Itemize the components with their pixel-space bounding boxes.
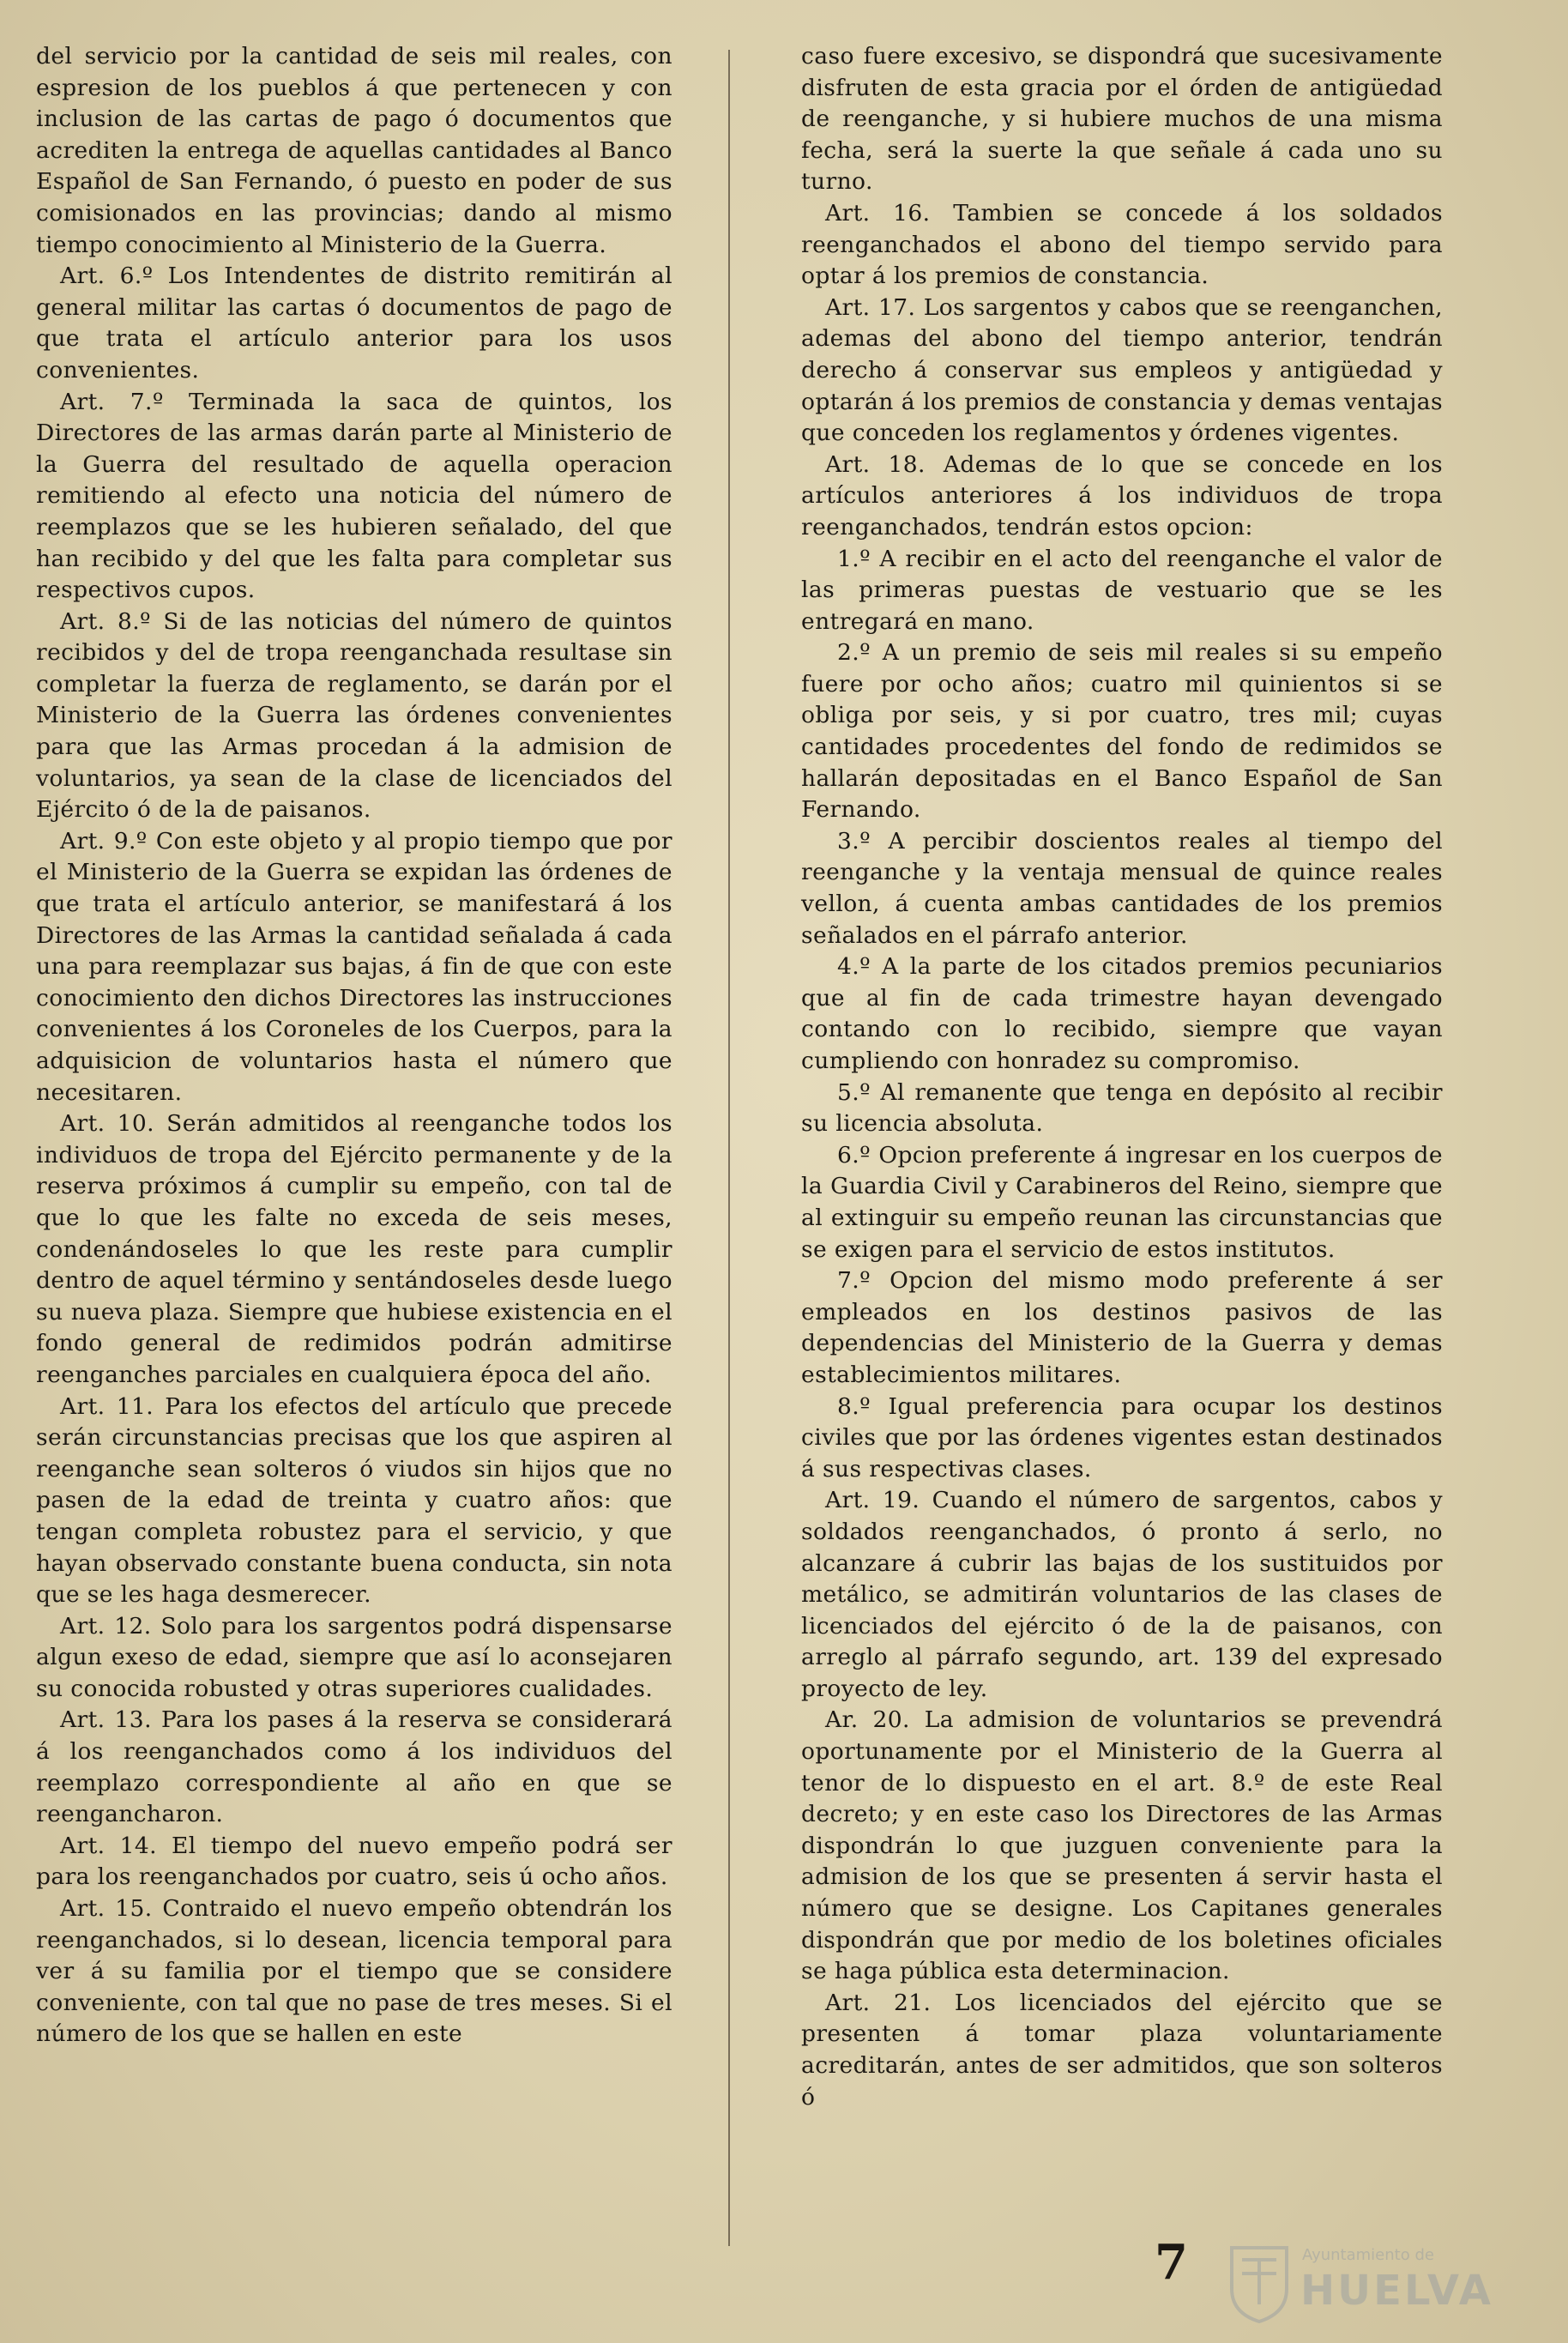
article: Art. 13. Para los pases á la reserva se considerará á los reenganchados como á los individuos del reemplazo correspondiente al año en que se reengancharon. <box>36 1706 672 1828</box>
article: Art. 9.º Con este objeto y al propio tiempo que por el Ministerio de la Guerra se expidan las órdenes de que trata el artículo anterior, se manifestará á los Directores de las Armas la cantidad señalada á cada una para reemplazar sus bajas, á fin de que con este conocimiento den dichos Directores las instrucciones convenientes á los Coroneles de los Cuerpos, para la adquisicion de voluntarios hasta el número que necesitaren. <box>36 827 672 1106</box>
option-item: 8.º Igual preferencia para ocupar los destinos civiles que por las órdenes vigentes estan destinados á sus respectivas clases. <box>801 1392 1443 1482</box>
option-item: 3.º A percibir doscientos reales al tiempo del reenganche y la ventaja mensual de quince reales vellon, á cuenta ambas cantidades de los premios señalados en el párrafo anterior. <box>801 827 1443 949</box>
article: Art. 21. Los licenciados del ejército que se presenten á tomar plaza voluntariamente acreditarán, antes de ser admitidos, que son solteros ó <box>801 1989 1443 2111</box>
article: Art. 17. Los sargentos y cabos que se reenganchen, ademas del abono del tiempo anterior, tendrán derecho á conservar sus empleos y antigüedad y optarán á los premios de constancia y demas ventajas que conceden los reglamentos y órdenes vigentes. <box>801 293 1443 447</box>
article: Art. 12. Solo para los sargentos podrá dispensarse algun exeso de edad, siempre que así lo aconsejaren su conocida robusted y otras superiores cualidades. <box>36 1612 672 1702</box>
watermark-top: Ayuntamiento de <box>1302 2246 1434 2264</box>
watermark-name: HUELVA <box>1300 2267 1493 2315</box>
paragraph: del servicio por la cantidad de seis mil reales, con espresion de los pueblos á que pertenecen y con inclusion de las cartas de pago ó documentos que acrediten la entrega de aquellas cantidades al Banco Español de San Fernando, ó puesto en poder de sus comisionados en las provincias; dando al mismo tiempo conocimiento al Ministerio de la Guerra. <box>36 43 672 258</box>
article: Art. 7.º Terminada la saca de quintos, los Directores de las armas darán parte al Ministerio de la Guerra del resultado de aquella operacion remitiendo al efecto una noticia del número de reemplazos que se les hubieren señalado, del que han recibido y del que les falta para completar sus respectivos cupos. <box>36 388 672 604</box>
page-number: 7 <box>1155 2234 1188 2291</box>
watermark <box>1227 2241 1493 2327</box>
crest-icon <box>1227 2241 1292 2323</box>
article: Art. 15. Contraido el nuevo empeño obtendrán los reenganchados, si lo desean, licencia temporal para ver á su familia por el tiempo que se considere conveniente, con tal que no pase de tres meses. Si el número de los que se hallen en este <box>36 1895 672 2048</box>
option-item: 2.º A un premio de seis mil reales si su empeño fuere por ocho años; cuatro mil quinientos si se obliga por seis, y si por cuatro, tres mil; cuyas cantidades procedentes del fondo de redimidos se hallarán depositadas en el Banco Español de San Fernando. <box>801 639 1443 824</box>
option-item: 5.º Al remanente que tenga en depósito al recibir su licencia absoluta. <box>801 1078 1443 1138</box>
option-item: 1.º A recibir en el acto del reenganche el valor de las primeras puestas de vestuario que se les entregará en mano. <box>801 545 1443 635</box>
article: Art. 8.º Si de las noticias del número de quintos recibidos y del de tropa reenganchada resultase sin completar la fuerza de reglamento, se darán por el Ministerio de la Guerra las órdenes convenientes para que las Armas procedan á la admision de voluntarios, ya sean de la clase de licenciados del Ejército ó de la de paisanos. <box>36 607 672 824</box>
option-item: 6.º Opcion preferente á ingresar en los cuerpos de la Guardia Civil y Carabineros del Reino, siempre que al extinguir su empeño reunan las circunstancias que se exigen para el servicio de estos institutos. <box>801 1141 1443 1263</box>
paragraph: caso fuere excesivo, se dispondrá que sucesivamente disfruten de esta gracia por el órden de antigüedad de reenganche, y si hubiere muchos de una misma fecha, será la suerte la que señale á cada uno su turno. <box>801 43 1443 196</box>
article: Art. 19. Cuando el número de sargentos, cabos y soldados reenganchados, ó pronto á serlo, no alcanzare á cubrir las bajas de los sustituidos por metálico, se admitirán voluntarios de las clases de licenciados del ejército ó de la de paisanos, con arreglo al párrafo segundo, art. 139 del expresado proyecto de ley. <box>801 1487 1443 1702</box>
option-item: 7.º Opcion del mismo modo preferente á ser empleados en los destinos pasivos de las dependencias del Ministerio de la Guerra y demas establecimientos militares. <box>801 1267 1443 1388</box>
article: Ar. 20. La admision de voluntarios se prevendrá oportunamente por el Ministerio de la Guerra al tenor de lo dispuesto en el art. 8.º de este Real decreto; y en este caso los Directores de las Armas dispondrán lo que juzguen conveniente para la admision de los que se presenten á servir hasta el número que se designe. Los Capitanes generales dispondrán que por medio de los boletines oficiales se haga pública esta determinacion. <box>801 1706 1443 1985</box>
article: Art. 14. El tiempo del nuevo empeño podrá ser para los reenganchados por cuatro, seis ú ocho años. <box>36 1832 672 1891</box>
column-divider <box>728 50 730 2246</box>
right-column <box>801 41 1443 2113</box>
option-item: 4.º A la parte de los citados premios pecuniarios que al fin de cada trimestre hayan devengado contando con lo recibido, siempre que vayan cumpliendo con honradez su compromiso. <box>801 953 1443 1074</box>
left-column <box>36 41 672 2050</box>
article: Art. 16. Tambien se concede á los soldados reenganchados el abono del tiempo servido para optar á los premios de constancia. <box>801 199 1443 290</box>
article: Art. 18. Ademas de lo que se concede en los artículos anteriores á los individuos de tropa reenganchados, tendrán estos opcion: <box>801 450 1443 540</box>
article: Art. 6.º Los Intendentes de distrito remitirán al general militar las cartas ó documentos de pago de que trata el artículo anterior para los usos convenientes. <box>36 263 672 383</box>
article: Art. 10. Serán admitidos al reenganche todos los individuos de tropa del Ejército permanente y de la reserva próximos á cumplir su empeño, con tal de que lo que les falte no exceda de seis meses, condenándoseles lo que les reste para cumplir dentro de aquel término y sentándoseles desde luego su nueva plaza. Siempre que hubiese existencia en el fondo general de redimidos podrán admitirse reenganches parciales en cualquiera época del año. <box>36 1110 672 1388</box>
article: Art. 11. Para los efectos del artículo que precede serán circunstancias precisas que los que aspiren al reenganche sean solteros ó viudos sin hijos que no pasen de la edad de treinta y cuatro años: que tengan completa robustez para el servicio, y que hayan observado constante buena conducta, sin nota que se les haga desmerecer. <box>36 1392 672 1609</box>
